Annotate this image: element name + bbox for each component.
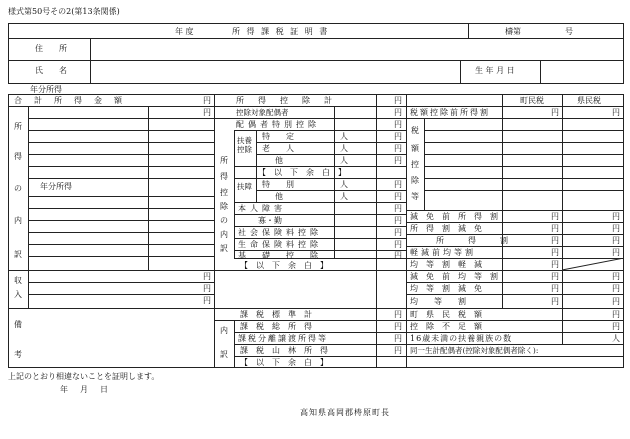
credit-vert-0: 税 [411, 126, 419, 135]
nin-unit: 人 [340, 192, 348, 201]
blank-row-1: 【 以 下 余 白 】 [258, 168, 346, 177]
deduction-total-label: 所 得 控 除 計 [236, 96, 335, 105]
taxable-forest: 課 税 山 林 所 得 [240, 346, 328, 355]
taxable-total-income: 課 税 総 所 得 [240, 322, 312, 331]
yen-unit: 円 [394, 251, 402, 260]
yen-unit: 円 [394, 240, 402, 249]
notes-char-1: 考 [14, 350, 22, 359]
yen-unit: 円 [551, 212, 559, 221]
blank-row-2: 【 以 下 余 白 】 [240, 261, 328, 270]
pre-pc-label: 減 免 前 均 等 割 [410, 272, 498, 281]
credit-vert-4: 等 [411, 192, 419, 201]
nin-unit: 人 [612, 334, 620, 343]
yen-unit: 円 [203, 296, 211, 305]
nin-unit: 人 [340, 156, 348, 165]
pre-reduction-label: 減 免 前 所 得 割 [410, 212, 498, 221]
name-label: 氏 名 [35, 66, 67, 75]
credit-vert-2: 控 [411, 160, 419, 169]
pc-reduction-label: 均 等 割 減 免 [410, 284, 482, 293]
yen-unit: 円 [394, 156, 402, 165]
taxable-blank: 【 以 下 余 白 】 [240, 358, 328, 367]
yen-unit: 円 [394, 180, 402, 189]
pref-tax-header: 県民税 [577, 96, 601, 105]
document-title: 所 得 課 税 証 明 書 [232, 27, 330, 36]
city-pref-total-label: 町 県 民 税 額 [410, 310, 482, 319]
cert-number-label: 檮第 [505, 27, 521, 36]
diagonal-strike [562, 258, 624, 270]
yen-unit: 円 [612, 224, 620, 233]
yen-unit: 円 [612, 297, 620, 306]
year-income-label: 年分所得 [30, 85, 62, 94]
issuer-name: 高知県高岡郡梼原町長 [300, 408, 390, 417]
yen-unit: 円 [394, 346, 402, 355]
yen-unit: 円 [203, 96, 211, 105]
credit-vert-3: 除 [411, 176, 419, 185]
yen-unit: 円 [394, 108, 402, 117]
yen-unit: 円 [551, 236, 559, 245]
life-insurance-label: 生命保険料控除 [238, 240, 322, 249]
yen-unit: 円 [394, 96, 402, 105]
cert-number-suffix: 号 [565, 27, 573, 36]
yen-unit: 円 [394, 132, 402, 141]
yen-unit: 円 [551, 260, 559, 269]
birthdate-label: 生 年 月 日 [475, 66, 515, 75]
yen-unit: 円 [394, 310, 402, 319]
income-tax-label: 所 得 割 [436, 236, 516, 245]
yen-unit: 円 [394, 334, 402, 343]
identity-frame [8, 23, 624, 84]
social-insurance-label: 社会保険料控除 [238, 228, 322, 237]
details-char-0: 所 [14, 122, 22, 131]
per-capita-reduce-label: 均 等 割 軽 減 [410, 260, 482, 269]
yen-unit: 円 [551, 284, 559, 293]
per-capita-label: 均 等 割 [410, 297, 466, 306]
elderly-label: 老 人 [262, 144, 294, 153]
basic-deduction-label: 基 礎 控 除 [238, 251, 318, 260]
taxable-vert-1: 訳 [220, 350, 228, 359]
deduction-vert-6: 訳 [220, 244, 228, 253]
yen-unit: 円 [203, 108, 211, 117]
deduction-vert-3: 除 [220, 202, 228, 211]
target-spouse-label: 控除対象配偶者 [236, 108, 289, 117]
details-char-2: の [14, 184, 22, 193]
before-credit-label: 税額控除前所得割 [410, 108, 490, 117]
short-deduction-label: 控 除 不 足 額 [410, 322, 482, 331]
self-disabled-label: 本人障害 [238, 204, 286, 213]
yen-unit: 円 [612, 284, 620, 293]
yen-unit: 円 [612, 236, 620, 245]
yen-unit: 円 [394, 144, 402, 153]
year-income-sub: 年分所得 [40, 182, 72, 191]
details-char-1: 得 [14, 152, 22, 161]
same-household-label: 同一生計配偶者(控除対象配偶者除く): [410, 346, 539, 355]
address-label: 住 所 [35, 44, 67, 53]
yen-unit: 円 [612, 322, 620, 331]
yen-unit: 円 [394, 216, 402, 225]
notes-char-0: 備 [14, 320, 22, 329]
form-reference: 様式第50号その2(第13条関係) [8, 7, 120, 16]
credit-vert-1: 額 [411, 144, 419, 153]
taxable-separate: 課税分離譲渡所得等 [238, 334, 328, 343]
yen-unit: 円 [612, 212, 620, 221]
deduction-vert-2: 控 [220, 188, 228, 197]
income-reduction-label: 所 得 割 減 免 [410, 224, 482, 233]
yen-unit: 円 [551, 272, 559, 281]
taxable-vert-0: 内 [220, 326, 228, 335]
issue-date: 年 月 日 [60, 385, 110, 394]
yen-unit: 円 [394, 322, 402, 331]
nin-unit: 人 [340, 144, 348, 153]
widow-label: 寡・勤 [258, 216, 282, 225]
under16-label: 16歳未満の扶養親族の数 [410, 334, 513, 343]
taxable-standard-label: 課 税 標 準 計 [240, 310, 312, 319]
disabled-group-label: 扶障 [237, 182, 252, 191]
city-tax-header: 町民税 [520, 96, 544, 105]
yen-unit: 円 [394, 192, 402, 201]
special-label: 特 別 [262, 180, 294, 189]
yen-unit: 円 [612, 108, 620, 117]
nin-unit: 人 [340, 180, 348, 189]
deduction-vert-4: の [220, 216, 228, 225]
yen-unit: 円 [394, 204, 402, 213]
yen-unit: 円 [551, 108, 559, 117]
other-label: 他 [275, 156, 283, 165]
yen-unit: 円 [203, 272, 211, 281]
total-income-label: 合 計 所 得 金 額 [14, 96, 124, 105]
fiscal-year-label: 年 度 [175, 27, 194, 36]
yen-unit: 円 [394, 228, 402, 237]
yen-unit: 円 [551, 224, 559, 233]
revenue-char-1: 入 [14, 290, 22, 299]
revenue-char-0: 収 [14, 276, 22, 285]
nin-unit: 人 [340, 132, 348, 141]
yen-unit: 円 [612, 310, 620, 319]
yen-unit: 円 [551, 248, 559, 257]
yen-unit: 円 [551, 297, 559, 306]
light-reduction-label: 軽減前均等割 [410, 248, 476, 257]
spouse-special-label: 配偶者特別控除 [236, 120, 320, 129]
details-char-4: 訳 [14, 250, 22, 259]
dependent-group-label: 扶養控除 [237, 136, 252, 154]
deduction-vert-0: 所 [220, 156, 228, 165]
yen-unit: 円 [394, 120, 402, 129]
yen-unit: 円 [612, 248, 620, 257]
details-char-3: 内 [14, 216, 22, 225]
yen-unit: 円 [203, 284, 211, 293]
certify-statement: 上記のとおり相違ないことを証明します。 [8, 372, 160, 381]
other2-label: 他 [275, 192, 283, 201]
deduction-vert-5: 内 [220, 230, 228, 239]
specific-label: 特 定 [262, 132, 294, 141]
yen-unit: 円 [612, 272, 620, 281]
deduction-vert-1: 得 [220, 172, 228, 181]
